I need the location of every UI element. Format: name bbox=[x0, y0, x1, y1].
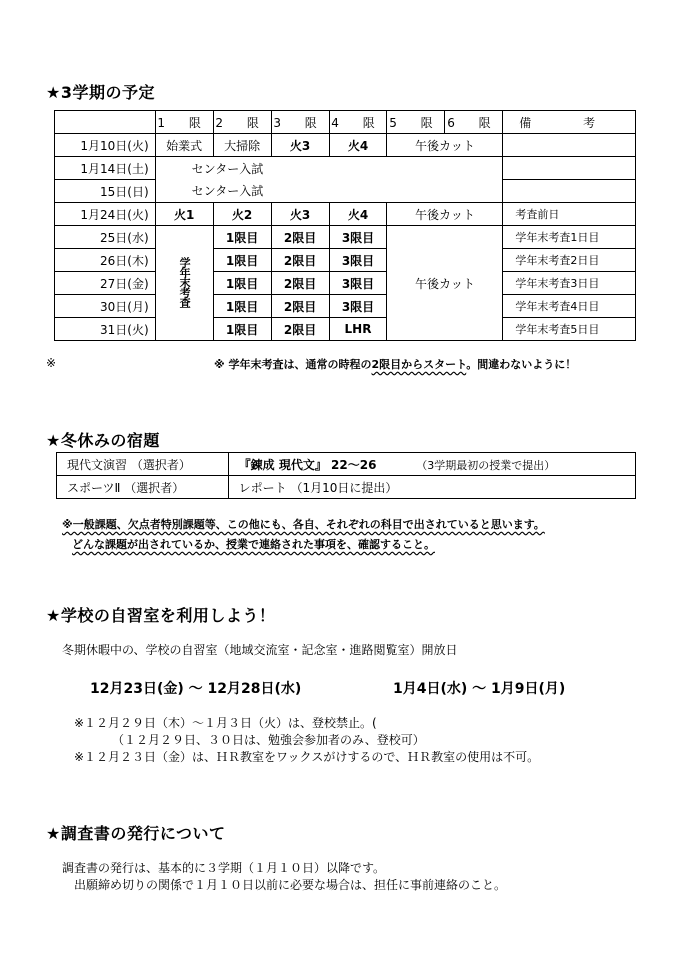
homework-subject: スポーツⅡ （選択者） bbox=[57, 476, 229, 499]
section1-title: ★3学期の予定 bbox=[46, 83, 155, 102]
table-row bbox=[55, 180, 636, 203]
row-date: 27日(金) bbox=[55, 272, 156, 295]
table-row bbox=[55, 134, 636, 157]
table-row bbox=[57, 476, 636, 499]
cell-p3: 2限目 bbox=[271, 295, 329, 318]
exam-footnote-c: 。間違わないように！ bbox=[466, 358, 577, 371]
footnote-mark: ※ bbox=[46, 356, 57, 370]
study-room-note2: （１２月２９日、３０日は、勉強会参加者のみ、登校可） bbox=[112, 733, 425, 747]
row-date: 31日(火) bbox=[55, 318, 156, 341]
cell-p3: 火3 bbox=[271, 134, 329, 157]
cell-note: 学年末考査4日目 bbox=[503, 295, 636, 318]
cell-p56: 午後カット bbox=[387, 134, 503, 157]
section2-title: ★冬休みの宿題 bbox=[46, 431, 160, 450]
cell-p2: 1限目 bbox=[213, 249, 271, 272]
schedule-header-row bbox=[55, 111, 636, 134]
table-row bbox=[55, 226, 636, 249]
header-notes: 備 考 bbox=[503, 111, 636, 134]
row-date: 25日(水) bbox=[55, 226, 156, 249]
row-date: 15日(日) bbox=[55, 180, 156, 203]
header-period-3: 3 限 bbox=[271, 111, 329, 134]
cell-p2: 1限目 bbox=[213, 226, 271, 249]
cell-note: 考査前日 bbox=[503, 203, 636, 226]
exam-vertical-label: 学年末考査 bbox=[178, 256, 192, 307]
header-period-1: 1 限 bbox=[155, 111, 213, 134]
cell-p2: 1限目 bbox=[213, 295, 271, 318]
cell-note: 学年末考査5日目 bbox=[503, 318, 636, 341]
homework-task: 『錬成 現代文』 22～26 bbox=[238, 457, 377, 472]
section4-title: ★調査書の発行について bbox=[46, 824, 226, 843]
cell-span: センター入試 bbox=[155, 157, 503, 180]
cell-p2: 1限目 bbox=[213, 272, 271, 295]
cell-p3: 2限目 bbox=[271, 226, 329, 249]
cell-p4: 3限目 bbox=[329, 272, 387, 295]
cell-p3: 2限目 bbox=[271, 272, 329, 295]
cell-p1: 火1 bbox=[155, 203, 213, 226]
cell-p56: 午後カット bbox=[387, 203, 503, 226]
exam-afternoon-cell: 午後カット bbox=[387, 226, 503, 341]
header-period-6: 6 限 bbox=[445, 111, 503, 134]
cell-p3: 火3 bbox=[271, 203, 329, 226]
cell-note: 学年末考査3日目 bbox=[503, 272, 636, 295]
row-date: 1月10日(火) bbox=[55, 134, 156, 157]
cell-p4: 3限目 bbox=[329, 249, 387, 272]
table-row bbox=[55, 272, 636, 295]
section3-title: ★学校の自習室を利用しよう！ bbox=[46, 606, 276, 625]
cell-note bbox=[503, 157, 636, 180]
cell-note bbox=[503, 134, 636, 157]
cell-p2: 大掃除 bbox=[213, 134, 271, 157]
header-period-5: 5 限 bbox=[387, 111, 445, 134]
study-room-note3: ※１２月２３日（金）は、ＨＲ教室をワックスがけするので、ＨＲ教室の使用は不可。 bbox=[74, 750, 540, 764]
cell-p2: 1限目 bbox=[213, 318, 271, 341]
table-row bbox=[55, 295, 636, 318]
exam-footnote bbox=[214, 356, 576, 372]
cell-p4: 火4 bbox=[329, 134, 387, 157]
table-row bbox=[55, 157, 636, 180]
homework-task: レポート （1月10日に提出） bbox=[228, 476, 635, 499]
study-room-intro: 冬期休暇中の、学校の自習室（地域交流室・記念室・進路閲覧室）開放日 bbox=[62, 643, 458, 657]
study-room-note1: ※１２月２９日（木）～１月３日（火）は、登校禁止。( bbox=[74, 716, 377, 730]
open-date-range-1: 12月23日(金) ～ 12月28日(水) bbox=[90, 681, 302, 697]
exam-footnote-a: ※ 学年末考査は、通常の時程の bbox=[214, 358, 372, 371]
homework-table bbox=[56, 452, 636, 499]
transcript-line2: 出願締め切りの関係で１月１０日以前に必要な場合は、担任に事前連絡のこと。 bbox=[74, 878, 507, 892]
table-row bbox=[55, 318, 636, 341]
row-date: 1月24日(火) bbox=[55, 203, 156, 226]
open-date-range-2: 1月4日(水) ～ 1月9日(月) bbox=[393, 681, 566, 697]
cell-note: 学年末考査1日目 bbox=[503, 226, 636, 249]
header-period-2: 2 限 bbox=[213, 111, 271, 134]
cell-p3: 2限目 bbox=[271, 249, 329, 272]
row-date: 26日(木) bbox=[55, 249, 156, 272]
table-row bbox=[55, 203, 636, 226]
cell-p2: 火2 bbox=[213, 203, 271, 226]
homework-subject: 現代文演習 （選択者） bbox=[57, 453, 229, 476]
row-date: 30日(月) bbox=[55, 295, 156, 318]
cell-p3: 2限目 bbox=[271, 318, 329, 341]
cell-note bbox=[503, 180, 636, 203]
header-date-cell bbox=[55, 111, 156, 134]
cell-p4: 3限目 bbox=[329, 226, 387, 249]
schedule-table bbox=[54, 110, 636, 341]
cell-p4: 火4 bbox=[329, 203, 387, 226]
cell-p1: 始業式 bbox=[155, 134, 213, 157]
cell-note: 学年末考査2日目 bbox=[503, 249, 636, 272]
exam-footnote-b: 2限目からスタート bbox=[371, 358, 467, 371]
homework-note-line2: どんな課題が出されているか、授業で連絡された事項を、確認すること。 bbox=[72, 538, 435, 551]
cell-p4: LHR bbox=[329, 318, 387, 341]
table-row bbox=[55, 249, 636, 272]
cell-p4: 3限目 bbox=[329, 295, 387, 318]
table-row bbox=[57, 453, 636, 476]
header-period-4: 4 限 bbox=[329, 111, 387, 134]
row-date: 1月14日(土) bbox=[55, 157, 156, 180]
homework-note-line1: ※一般課題、欠点者特別課題等、この他にも、各自、それぞれの科目で出されていると思います。 bbox=[62, 518, 545, 531]
cell-span: センター入試 bbox=[155, 180, 503, 203]
exam-period-cell bbox=[155, 226, 213, 341]
homework-note: （3学期最初の授業で提出） bbox=[416, 458, 556, 472]
homework-task-cell bbox=[228, 453, 635, 476]
transcript-line1: 調査書の発行は、基本的に３学期（１月１０日）以降です。 bbox=[62, 861, 386, 875]
